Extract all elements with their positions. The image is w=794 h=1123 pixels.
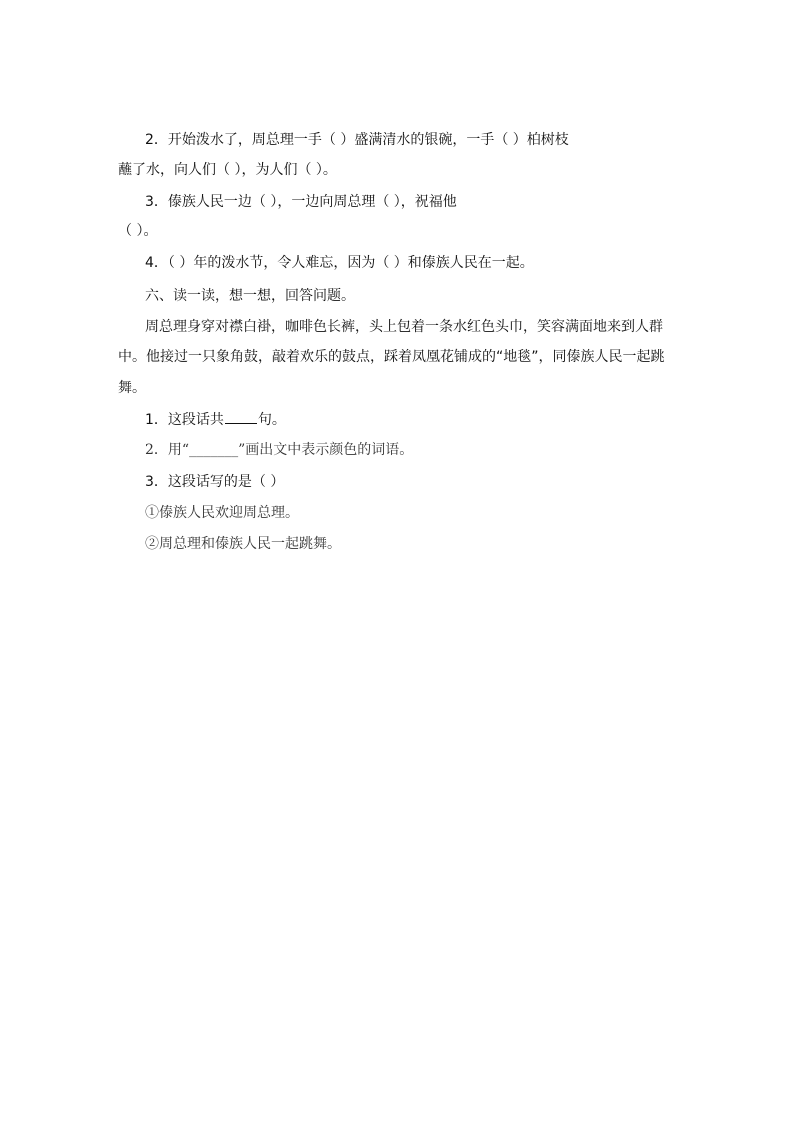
section-6-question-1 <box>145 409 286 430</box>
option-2: ②周总理和傣族人民一起跳舞。 <box>145 536 341 552</box>
question-4-line-1: 4．（ ）年的泼水节，令人难忘，因为（ ）和傣族人民在一起。 <box>145 255 534 271</box>
answer-blank[interactable] <box>225 409 257 424</box>
question-2-line-2: 蘸了水，向人们（ ），为人们（ ）。 <box>118 162 337 178</box>
question-2-line-1: 2．开始泼水了，周总理一手（ ）盛满清水的银碗，一手（ ）柏树枝 <box>145 132 569 148</box>
option-1: ①傣族人民欢迎周总理。 <box>145 505 299 521</box>
section-6-question-3: 3．这段话写的是（ ） <box>145 474 285 490</box>
passage-line-1: 周总理身穿对襟白褂，咖啡色长裤，头上包着一条水红色头巾，笑容满面地来到人群 <box>145 319 663 335</box>
section-6-heading: 六、读一读，想一想，回答问题。 <box>145 288 355 304</box>
passage-line-2: 中。他接过一只象角鼓，敲着欢乐的鼓点，踩着凤凰花铺成的“地毯”，同傣族人民一起跳 <box>118 349 665 365</box>
question-3-line-1: 3．傣族人民一边（ ），一边向周总理（ ），祝福他 <box>145 194 457 210</box>
passage-line-3: 舞。 <box>118 380 146 396</box>
question-1-suffix: 句。 <box>257 412 286 428</box>
question-1-prefix: 1．这段话共 <box>145 412 224 428</box>
question-3-line-2: （ ）。 <box>118 223 158 239</box>
section-6-question-2: 2．用“_______”画出文中表示颜色的词语。 <box>145 442 414 458</box>
